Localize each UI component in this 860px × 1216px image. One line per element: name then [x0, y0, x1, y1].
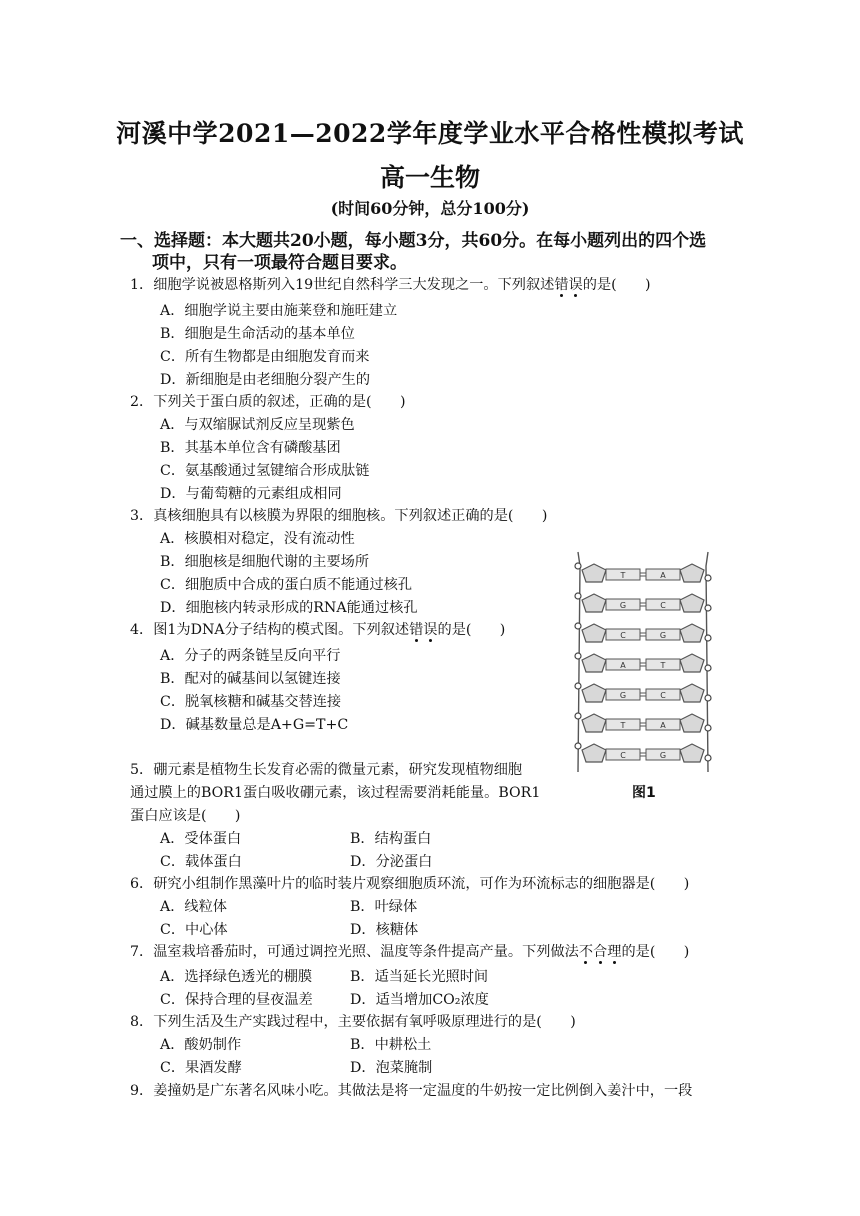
question-5-option-a: A．受体蛋白	[160, 831, 242, 847]
question-6-option-a: A．线粒体	[160, 899, 227, 915]
question-8-option-c: C．果酒发酵	[160, 1060, 242, 1076]
question-4-option-c: C．脱氧核糖和碱基交替连接	[160, 694, 342, 710]
question-7-option-a: A．选择绿色透光的棚膜	[160, 969, 313, 985]
question-8-stem: 8．下列生活及生产实践过程中，主要依据有氧呼吸原理进行的是( )	[130, 1014, 576, 1030]
question-6-option-d: D．核糖体	[350, 922, 419, 938]
base-label: T	[620, 721, 626, 730]
exam-title: 河溪中学2021—2022学年度学业水平合格性模拟考试	[116, 119, 744, 148]
base-label: C	[620, 751, 626, 760]
question-6-stem: 6．研究小组制作黑藻叶片的临时装片观察细胞质环流，可作为环流标志的细胞器是( )	[130, 876, 690, 892]
section-heading-cont: 项中，只有一项最符合题目要求。	[152, 253, 407, 273]
base-pair	[575, 593, 711, 612]
question-6-option-b: B．叶绿体	[350, 899, 418, 915]
question-4-option-b: B．配对的碱基间以氢键连接	[160, 671, 341, 687]
question-2-option-d: D．与葡萄糖的元素组成相同	[160, 486, 342, 502]
base-pair	[575, 683, 711, 702]
emphasis-word: 不合理	[578, 944, 622, 960]
question-1-option-c: C．所有生物都是由细胞发育而来	[160, 349, 370, 365]
question-7-stem: 7．温室栽培番茄时，可通过调控光照、温度等条件提高产量。下列做法不合理的是( )	[130, 944, 690, 960]
question-1-option-a: A．细胞学说主要由施莱登和施旺建立	[160, 303, 398, 319]
base-label: G	[619, 691, 627, 700]
base-label: G	[659, 751, 667, 760]
base-label: C	[660, 691, 666, 700]
base-label: C	[660, 601, 666, 610]
base-pair	[575, 743, 711, 762]
base-label: G	[619, 601, 627, 610]
question-5-stem-line3: 蛋白应该是( )	[130, 808, 241, 824]
question-3-option-d: D．细胞核内转录形成的RNA能通过核孔	[160, 600, 418, 616]
question-3-stem: 3．真核细胞具有以核膜为界限的细胞核。下列叙述正确的是( )	[130, 508, 548, 524]
base-label: C	[620, 631, 626, 640]
question-5-option-c: C．载体蛋白	[160, 854, 242, 870]
subject-title: 高一生物	[379, 163, 480, 192]
question-4-stem: 4．图1为DNA分子结构的模式图。下列叙述错误的是( )	[130, 622, 506, 638]
exam-info: (时间60分钟，总分100分)	[330, 199, 530, 218]
base-label: T	[660, 661, 666, 670]
question-7-option-b: B．适当延长光照时间	[350, 969, 489, 985]
figure-caption: 图1	[632, 785, 656, 801]
question-5-stem-line1: 5．硼元素是植物生长发育必需的微量元素，研究发现植物细胞	[130, 762, 523, 778]
section-heading: 一、选择题：本大题共20小题，每小题3分，共60分。在每小题列出的四个选	[120, 231, 707, 251]
emphasis-word: 错误	[409, 622, 438, 638]
question-5-stem-line2: 通过膜上的BOR1蛋白吸收硼元素，该过程需要消耗能量。BOR1	[130, 785, 541, 801]
question-2-option-a: A．与双缩脲试剂反应呈现紫色	[160, 417, 355, 433]
base-label: A	[620, 661, 626, 670]
question-1-option-d: D．新细胞是由老细胞分裂产生的	[160, 372, 371, 388]
question-8-option-a: A．酸奶制作	[160, 1037, 242, 1053]
dna-structure-figure	[568, 546, 718, 778]
base-pair	[575, 713, 711, 732]
question-5-option-b: B．结构蛋白	[350, 831, 432, 847]
question-2-stem: 2．下列关于蛋白质的叙述，正确的是( )	[130, 394, 406, 410]
question-8-option-b: B．中耕松土	[350, 1037, 432, 1053]
base-pair	[575, 653, 711, 672]
question-7-option-d: D．适当增加CO₂浓度	[350, 992, 489, 1008]
emphasis-word: 错误	[554, 277, 583, 293]
question-4-option-d: D．碱基数量总是A+G=T+C	[160, 717, 349, 733]
question-9-stem: 9．姜撞奶是广东著名风味小吃。其做法是将一定温度的牛奶按一定比例倒入姜汁中，一段	[130, 1083, 693, 1099]
base-label: A	[660, 571, 666, 580]
base-label: G	[659, 631, 667, 640]
base-label: A	[660, 721, 666, 730]
question-7-option-c: C．保持合理的昼夜温差	[160, 992, 313, 1008]
question-8-option-d: D．泡菜腌制	[350, 1060, 433, 1076]
question-3-option-c: C．细胞质中合成的蛋白质不能通过核孔	[160, 577, 413, 593]
question-1-stem: 1．细胞学说被恩格斯列入19世纪自然科学三大发现之一。下列叙述错误的是( )	[130, 277, 651, 293]
question-2-option-b: B．其基本单位含有磷酸基团	[160, 440, 341, 456]
question-5-option-d: D．分泌蛋白	[350, 854, 433, 870]
question-6-option-c: C．中心体	[160, 922, 228, 938]
question-3-option-b: B．细胞核是细胞代谢的主要场所	[160, 554, 370, 570]
base-pair	[575, 563, 711, 582]
base-pair	[575, 623, 711, 642]
question-4-option-a: A．分子的两条链呈反向平行	[160, 648, 341, 664]
question-3-option-a: A．核膜相对稳定，没有流动性	[160, 531, 355, 547]
base-label: T	[620, 571, 626, 580]
question-2-option-c: C．氨基酸通过氢键缩合形成肽链	[160, 463, 370, 479]
question-1-option-b: B．细胞是生命活动的基本单位	[160, 326, 355, 342]
